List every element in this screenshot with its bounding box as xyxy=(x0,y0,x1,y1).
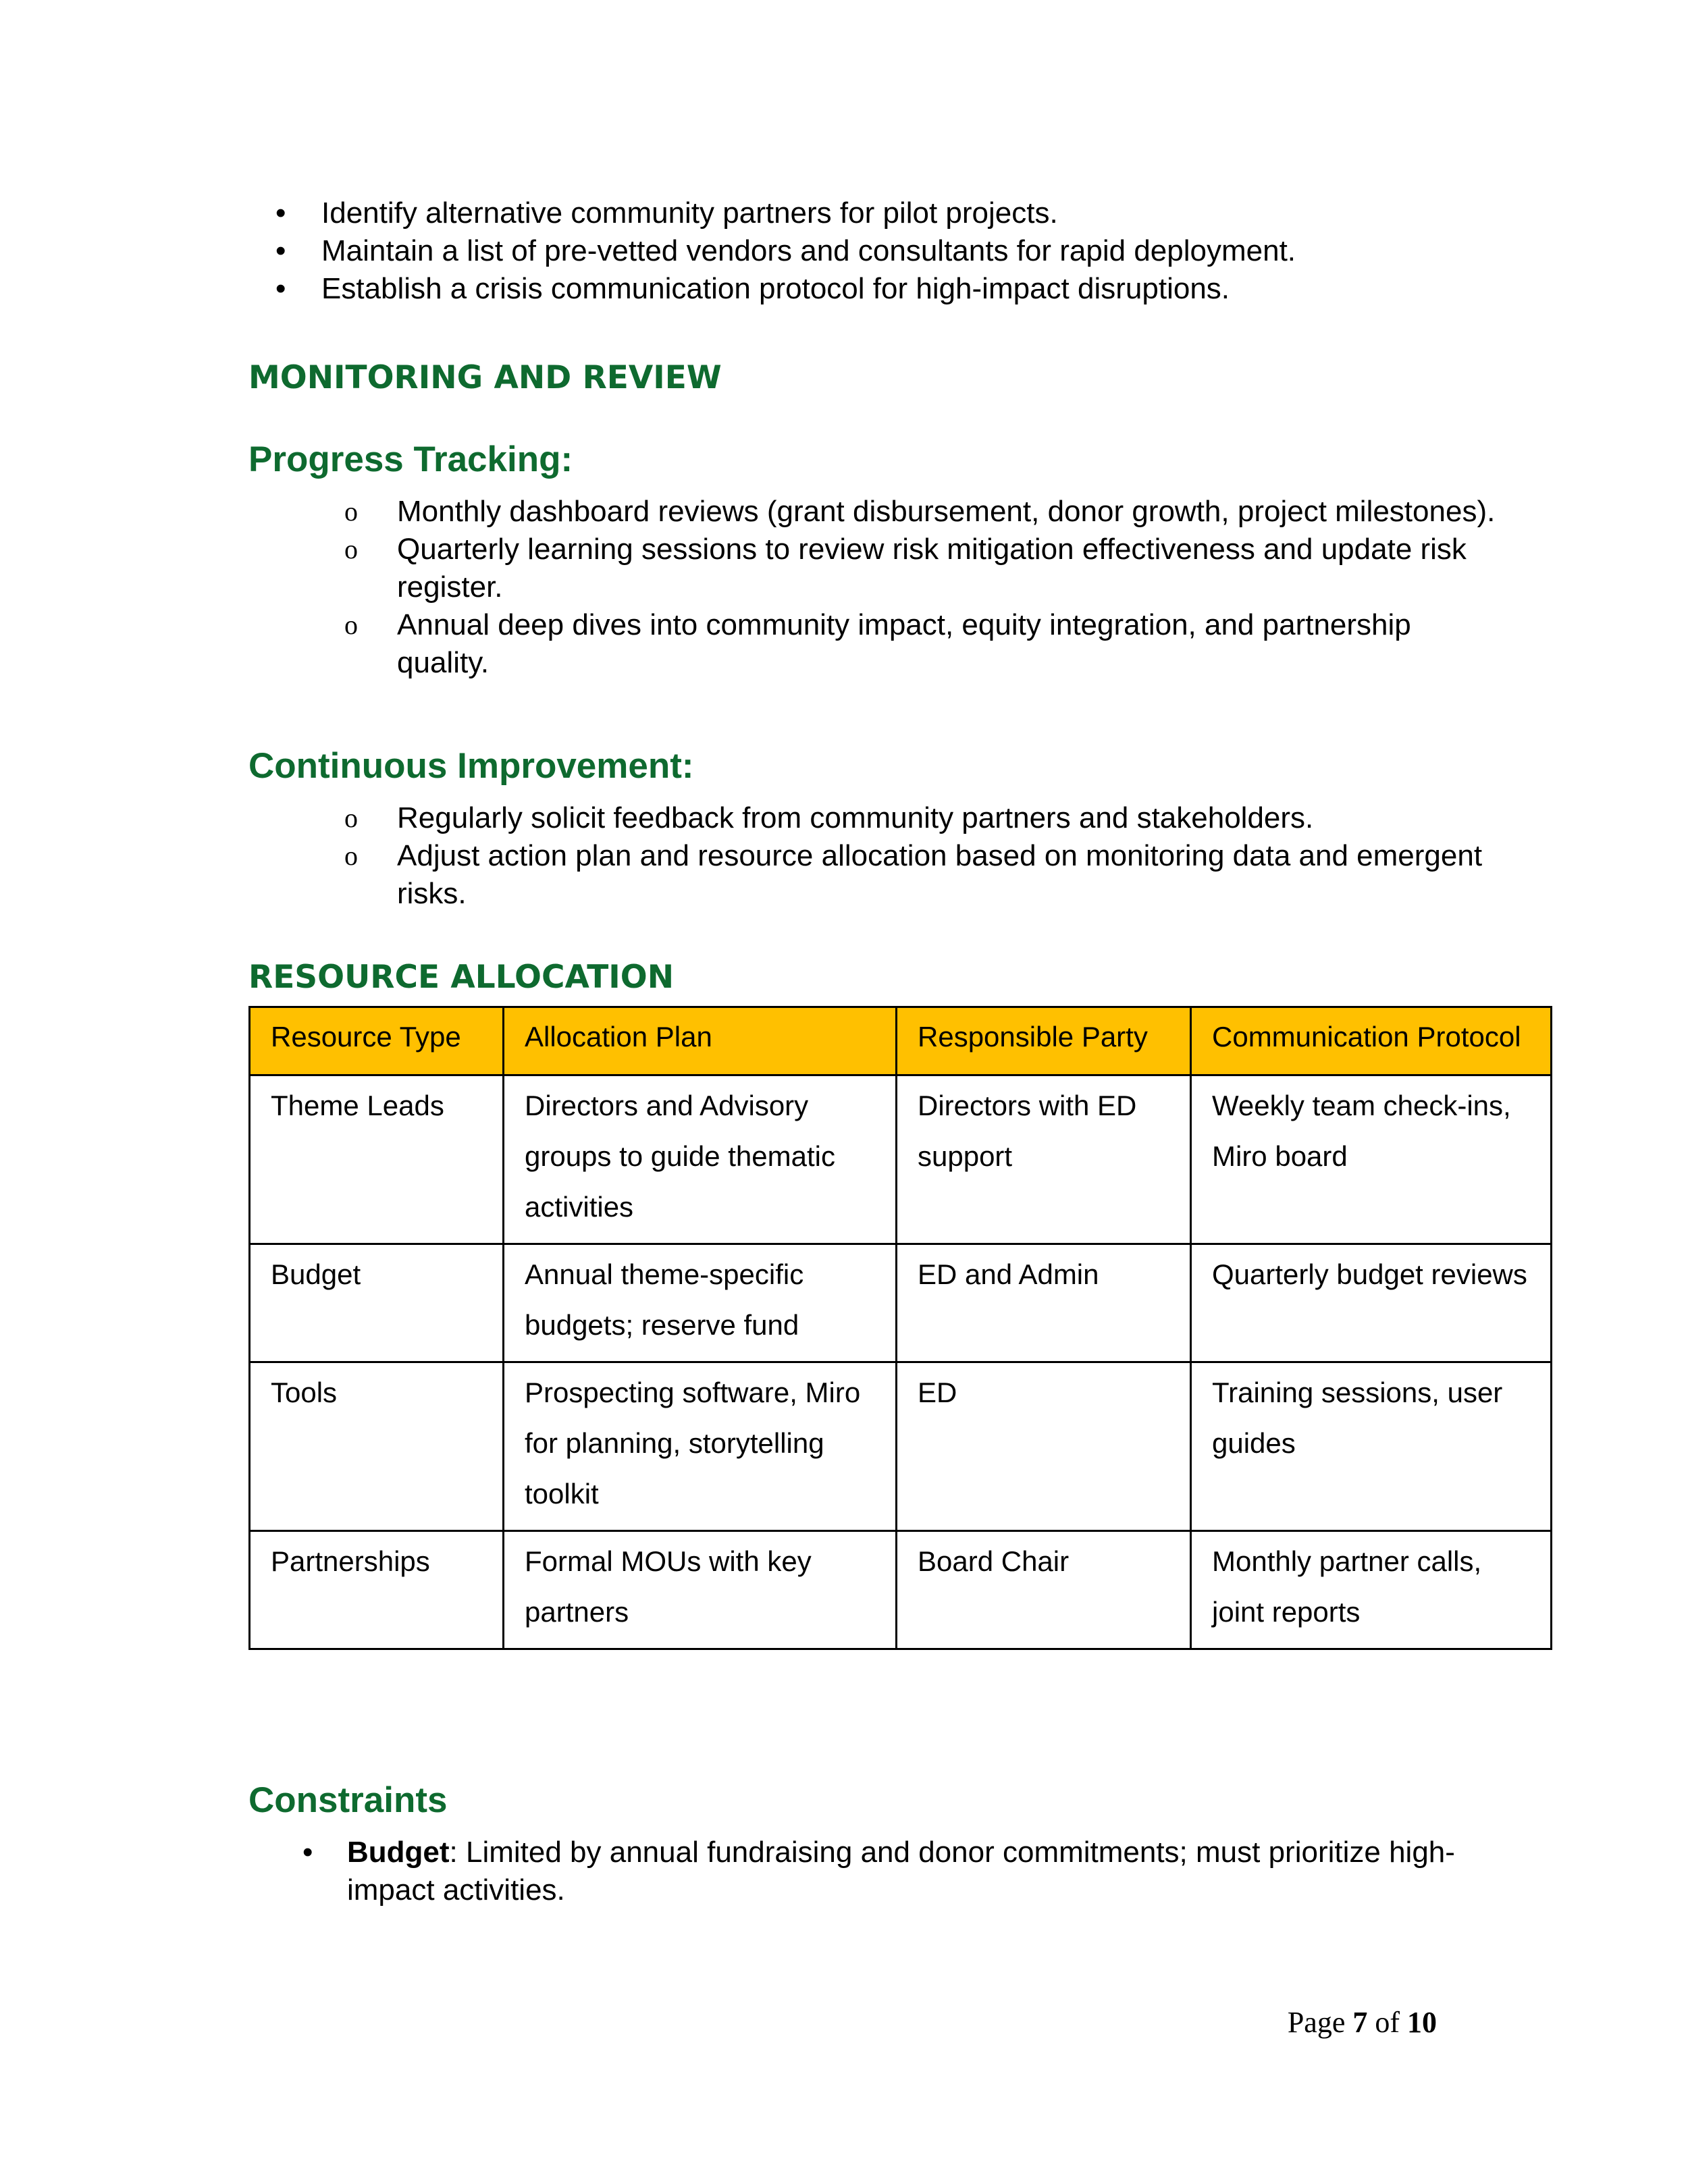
column-header: Resource Type xyxy=(250,1007,504,1075)
table-cell: Prospecting software, Miro for planning, storytelling toolkit xyxy=(504,1362,897,1531)
bullet-icon: • xyxy=(275,272,286,305)
table-cell: Formal MOUs with key partners xyxy=(504,1531,897,1649)
list-item: o Regularly solicit feedback from community partners and stakeholders. xyxy=(344,799,1506,837)
resource-allocation-table xyxy=(248,1006,1552,1650)
bullet-icon: • xyxy=(275,234,286,267)
list-item: • Establish a crisis communication protocol for high-impact disruptions. xyxy=(248,270,1531,308)
bullet-icon: o xyxy=(344,841,358,871)
table-cell: ED xyxy=(897,1362,1191,1531)
resource-allocation-heading: RESOURCE ALLOCATION xyxy=(248,959,675,996)
table-row xyxy=(250,1362,1552,1531)
table-cell: Training sessions, user guides xyxy=(1191,1362,1552,1531)
table-cell: Board Chair xyxy=(897,1531,1191,1649)
bullet-icon: o xyxy=(344,534,358,564)
list-item: o Annual deep dives into community impact, equity integration, and partnership quality. xyxy=(344,606,1506,682)
table-row xyxy=(250,1531,1552,1649)
column-header: Communication Protocol xyxy=(1191,1007,1552,1075)
list-item: • Identify alternative community partners for pilot projects. xyxy=(248,194,1531,232)
list-item: o Adjust action plan and resource allocation based on monitoring data and emergent risks. xyxy=(344,837,1506,913)
table-cell: Quarterly budget reviews xyxy=(1191,1244,1552,1362)
bullet-icon: o xyxy=(344,803,358,833)
continuous-improvement-heading: Continuous Improvement: xyxy=(248,746,694,786)
progress-tracking-list xyxy=(344,493,1506,682)
table-cell: Theme Leads xyxy=(250,1075,504,1244)
continuous-improvement-list xyxy=(344,799,1506,913)
list-item: o Quarterly learning sessions to review risk mitigation effectiveness and update risk register. xyxy=(344,531,1506,606)
column-header: Allocation Plan xyxy=(504,1007,897,1075)
table-cell: ED and Admin xyxy=(897,1244,1191,1362)
intro-bullet-list xyxy=(248,194,1531,308)
current-page: 7 xyxy=(1352,2006,1368,2039)
table-cell: Budget xyxy=(250,1244,504,1362)
total-pages: 10 xyxy=(1407,2006,1437,2039)
progress-tracking-heading: Progress Tracking: xyxy=(248,440,573,479)
constraints-heading: Constraints xyxy=(248,1780,448,1820)
table-cell: Partnerships xyxy=(250,1531,504,1649)
constraint-text: : Limited by annual fundraising and donor commitments; must prioritize high-impact activities. xyxy=(347,1836,1455,1907)
table-cell: Monthly partner calls, joint reports xyxy=(1191,1531,1552,1649)
table-header-row xyxy=(250,1007,1552,1075)
table-row xyxy=(250,1075,1552,1244)
bullet-icon: o xyxy=(344,496,358,527)
monitoring-heading: MONITORING AND REVIEW xyxy=(248,359,722,396)
table-cell: Tools xyxy=(250,1362,504,1531)
constraints-list xyxy=(277,1834,1458,1909)
list-item xyxy=(277,1834,1458,1909)
table-cell: Directors with ED support xyxy=(897,1075,1191,1244)
list-item: • Maintain a list of pre-vetted vendors and consultants for rapid deployment. xyxy=(248,232,1531,270)
table-cell: Weekly team check-ins, Miro board xyxy=(1191,1075,1552,1244)
table-cell: Directors and Advisory groups to guide thematic activities xyxy=(504,1075,897,1244)
page-number: Page 7 of 10 xyxy=(1287,2006,1437,2039)
bullet-icon: • xyxy=(275,196,286,230)
bullet-icon: o xyxy=(344,610,358,640)
constraint-label: Budget xyxy=(347,1836,450,1869)
column-header: Responsible Party xyxy=(897,1007,1191,1075)
table-row xyxy=(250,1244,1552,1362)
bullet-icon: • xyxy=(302,1836,313,1869)
table-cell: Annual theme-specific budgets; reserve fund xyxy=(504,1244,897,1362)
list-item: o Monthly dashboard reviews (grant disbursement, donor growth, project milestones). xyxy=(344,493,1506,531)
